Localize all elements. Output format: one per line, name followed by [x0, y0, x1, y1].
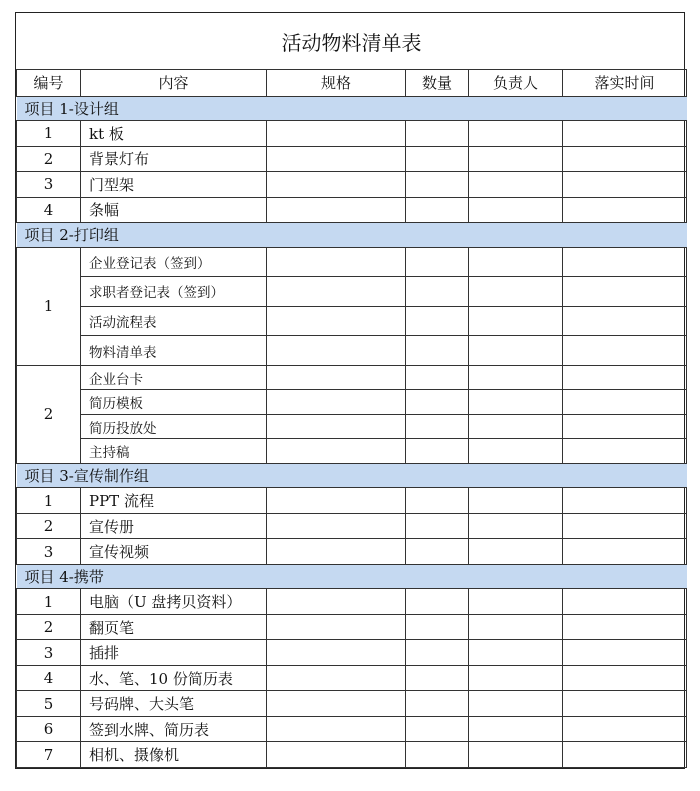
row-number: 4	[17, 665, 81, 691]
owner-cell	[469, 640, 563, 666]
quantity-cell	[406, 539, 469, 565]
section-label: 项目 4-携带	[17, 564, 687, 588]
quantity-cell	[406, 390, 469, 414]
quantity-cell	[406, 247, 469, 277]
spec-cell	[267, 691, 406, 717]
section-row	[17, 223, 687, 247]
quantity-cell	[406, 513, 469, 539]
quantity-cell	[406, 121, 469, 147]
table-row	[17, 197, 687, 223]
row-content: 签到水牌、简历表	[81, 716, 267, 742]
table-row	[17, 247, 687, 277]
row-number: 3	[17, 640, 81, 666]
row-content: 背景灯布	[81, 146, 267, 172]
spec-cell	[267, 306, 406, 336]
table-row	[17, 665, 687, 691]
deadline-cell	[563, 716, 687, 742]
owner-cell	[469, 539, 563, 565]
owner-cell	[469, 365, 563, 389]
material-checklist-sheet	[15, 12, 685, 769]
owner-cell	[469, 691, 563, 717]
quantity-cell	[406, 640, 469, 666]
row-content: 水、笔、10 份简历表	[81, 665, 267, 691]
owner-cell	[469, 390, 563, 414]
owner-cell	[469, 665, 563, 691]
row-content: 门型架	[81, 172, 267, 198]
deadline-cell	[563, 247, 687, 277]
header-content: 内容	[81, 70, 267, 97]
deadline-cell	[563, 277, 687, 307]
owner-cell	[469, 336, 563, 366]
spec-cell	[267, 439, 406, 463]
row-number: 7	[17, 742, 81, 768]
row-number: 1	[17, 488, 81, 514]
deadline-cell	[563, 121, 687, 147]
group-number: 1	[17, 247, 81, 365]
table-row	[17, 614, 687, 640]
table-row	[17, 306, 687, 336]
table-row	[17, 277, 687, 307]
deadline-cell	[563, 306, 687, 336]
quantity-cell	[406, 614, 469, 640]
material-checklist-table	[16, 13, 687, 768]
table-row	[17, 365, 687, 389]
spec-cell	[267, 665, 406, 691]
table-row	[17, 488, 687, 514]
row-number: 2	[17, 513, 81, 539]
spec-cell	[267, 146, 406, 172]
table-row	[17, 716, 687, 742]
spec-cell	[267, 414, 406, 438]
row-content: 企业台卡	[81, 365, 267, 389]
table-row	[17, 336, 687, 366]
table-row	[17, 390, 687, 414]
row-number: 5	[17, 691, 81, 717]
quantity-cell	[406, 589, 469, 615]
section-row	[17, 463, 687, 487]
deadline-cell	[563, 146, 687, 172]
table-row	[17, 539, 687, 565]
owner-cell	[469, 172, 563, 198]
row-content: PPT 流程	[81, 488, 267, 514]
deadline-cell	[563, 172, 687, 198]
spec-cell	[267, 640, 406, 666]
owner-cell	[469, 589, 563, 615]
owner-cell	[469, 488, 563, 514]
quantity-cell	[406, 488, 469, 514]
owner-cell	[469, 247, 563, 277]
table-row	[17, 121, 687, 147]
quantity-cell	[406, 365, 469, 389]
spec-cell	[267, 539, 406, 565]
row-content: 物料清单表	[81, 336, 267, 366]
spec-cell	[267, 390, 406, 414]
row-content: 简历模板	[81, 390, 267, 414]
header-spec: 规格	[267, 70, 406, 97]
deadline-cell	[563, 665, 687, 691]
row-content: 求职者登记表（签到）	[81, 277, 267, 307]
deadline-cell	[563, 488, 687, 514]
deadline-cell	[563, 365, 687, 389]
owner-cell	[469, 306, 563, 336]
deadline-cell	[563, 640, 687, 666]
section-label: 项目 2-打印组	[17, 223, 687, 247]
row-number: 2	[17, 146, 81, 172]
spec-cell	[267, 589, 406, 615]
table-row	[17, 640, 687, 666]
owner-cell	[469, 197, 563, 223]
table-row	[17, 691, 687, 717]
row-content: 活动流程表	[81, 306, 267, 336]
spec-cell	[267, 513, 406, 539]
table-row	[17, 513, 687, 539]
spec-cell	[267, 277, 406, 307]
row-content: 条幅	[81, 197, 267, 223]
row-number: 1	[17, 589, 81, 615]
row-content: 号码牌、大头笔	[81, 691, 267, 717]
owner-cell	[469, 277, 563, 307]
deadline-cell	[563, 539, 687, 565]
spec-cell	[267, 172, 406, 198]
section-label: 项目 1-设计组	[17, 96, 687, 120]
quantity-cell	[406, 742, 469, 768]
row-content: kt 板	[81, 121, 267, 147]
spec-cell	[267, 365, 406, 389]
quantity-cell	[406, 146, 469, 172]
deadline-cell	[563, 336, 687, 366]
row-content: 翻页笔	[81, 614, 267, 640]
owner-cell	[469, 513, 563, 539]
deadline-cell	[563, 589, 687, 615]
row-content: 简历投放处	[81, 414, 267, 438]
table-row	[17, 439, 687, 463]
header-number: 编号	[17, 70, 81, 97]
deadline-cell	[563, 414, 687, 438]
table-title: 活动物料清单表	[17, 13, 687, 70]
row-number: 4	[17, 197, 81, 223]
quantity-cell	[406, 414, 469, 438]
header-owner: 负责人	[469, 70, 563, 97]
owner-cell	[469, 121, 563, 147]
spec-cell	[267, 247, 406, 277]
spec-cell	[267, 336, 406, 366]
owner-cell	[469, 439, 563, 463]
deadline-cell	[563, 390, 687, 414]
quantity-cell	[406, 665, 469, 691]
table-row	[17, 742, 687, 768]
section-label: 项目 3-宣传制作组	[17, 463, 687, 487]
row-number: 1	[17, 121, 81, 147]
owner-cell	[469, 146, 563, 172]
spec-cell	[267, 121, 406, 147]
deadline-cell	[563, 691, 687, 717]
row-content: 插排	[81, 640, 267, 666]
spec-cell	[267, 742, 406, 768]
deadline-cell	[563, 439, 687, 463]
section-row	[17, 96, 687, 120]
header-deadline: 落实时间	[563, 70, 687, 97]
row-content: 企业登记表（签到）	[81, 247, 267, 277]
header-quantity: 数量	[406, 70, 469, 97]
table-row	[17, 172, 687, 198]
spec-cell	[267, 488, 406, 514]
quantity-cell	[406, 439, 469, 463]
deadline-cell	[563, 614, 687, 640]
deadline-cell	[563, 513, 687, 539]
quantity-cell	[406, 306, 469, 336]
table-row	[17, 146, 687, 172]
deadline-cell	[563, 197, 687, 223]
row-content: 电脑（U 盘拷贝资料）	[81, 589, 267, 615]
table-row	[17, 589, 687, 615]
deadline-cell	[563, 742, 687, 768]
owner-cell	[469, 716, 563, 742]
group-number: 2	[17, 365, 81, 463]
row-number: 3	[17, 172, 81, 198]
quantity-cell	[406, 197, 469, 223]
row-content: 主持稿	[81, 439, 267, 463]
quantity-cell	[406, 336, 469, 366]
row-content: 相机、摄像机	[81, 742, 267, 768]
row-content: 宣传视频	[81, 539, 267, 565]
quantity-cell	[406, 716, 469, 742]
row-number: 6	[17, 716, 81, 742]
quantity-cell	[406, 172, 469, 198]
row-number: 3	[17, 539, 81, 565]
owner-cell	[469, 742, 563, 768]
quantity-cell	[406, 277, 469, 307]
header-row	[17, 70, 687, 97]
table-row	[17, 414, 687, 438]
owner-cell	[469, 414, 563, 438]
spec-cell	[267, 197, 406, 223]
quantity-cell	[406, 691, 469, 717]
owner-cell	[469, 614, 563, 640]
section-row	[17, 564, 687, 588]
row-content: 宣传册	[81, 513, 267, 539]
row-number: 2	[17, 614, 81, 640]
spec-cell	[267, 716, 406, 742]
spec-cell	[267, 614, 406, 640]
